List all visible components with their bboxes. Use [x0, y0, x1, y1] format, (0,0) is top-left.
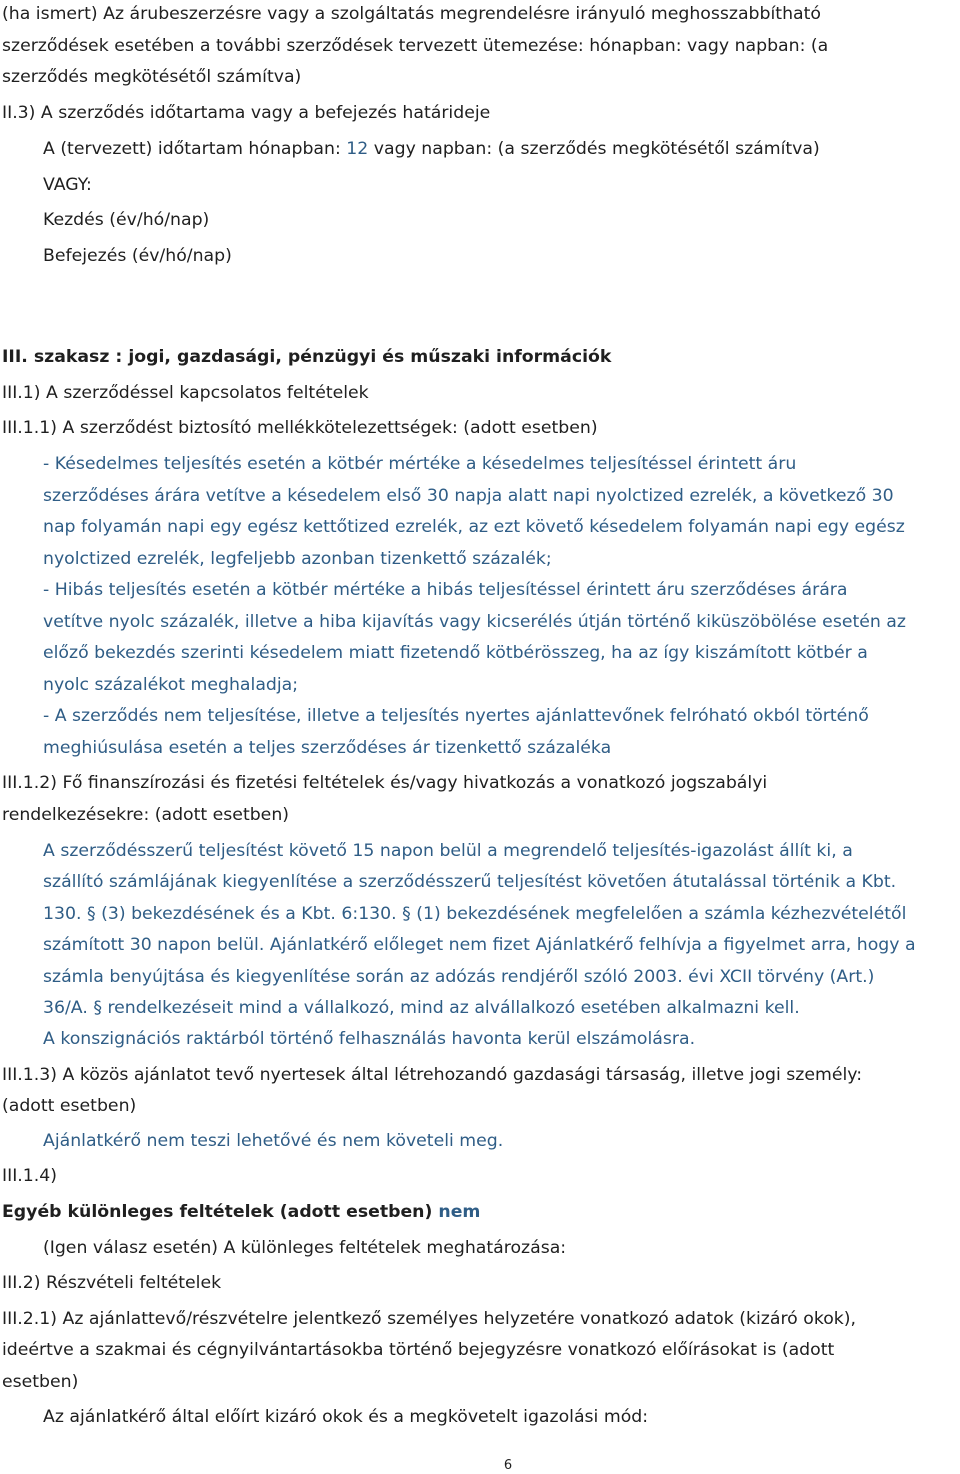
text-line: 36/A. § rendelkezéseit mind a vállalkozó, mind az alvállalkozó esetében alkalmazni kell.: [43, 998, 800, 1018]
text-line: szerződés megkötésétől számítva): [2, 67, 302, 87]
page-number: 6: [503, 1458, 513, 1473]
text-line: Ajánlatkérő nem teszi lehetővé és nem követeli meg.: [43, 1131, 504, 1151]
special-conditions-label: Egyéb különleges feltételek (adott esetben): [2, 1202, 433, 1222]
text-line: Kezdés (év/hó/nap): [43, 210, 210, 230]
section-heading: II.3) A szerződés időtartama vagy a befejezés határideje: [2, 103, 491, 123]
text-line: VAGY:: [43, 175, 92, 195]
text-line: ideértve a szakmai és cégnyilvántartásokba történő bejegyzésre vonatkozó előírásokat is (adott: [2, 1340, 835, 1360]
subsection-heading: III.1.1) A szerződést biztosító mellékkötelezettségek: (adott esetben): [2, 418, 598, 438]
text-line: meghiúsulása esetén a teljes szerződéses ár tizenkettő százaléka: [43, 738, 612, 758]
section-title: III. szakasz : jogi, gazdasági, pénzügyi és műszaki információk: [2, 347, 612, 367]
text-line: vetítve nyolc százalék, illetve a hiba kijavítás vagy kicserélés útján történő kiküszöbölése esetén az: [43, 612, 906, 632]
text-line: - Késedelmes teljesítés esetén a kötbér mértéke a késedelmes teljesítéssel érintett áru: [43, 454, 797, 474]
text-line: Az ajánlatkérő által előírt kizáró okok és a megkövetelt igazolási mód:: [43, 1407, 649, 1427]
text-line: A szerződésszerű teljesítést követő 15 napon belül a megrendelő teljesítés-igazolást állít ki, a: [43, 841, 853, 861]
text-line: rendelkezésekre: (adott esetben): [2, 805, 290, 825]
duration-months-value: 12: [346, 139, 369, 159]
text-line: szerződések esetében a további szerződések tervezett ütemezése: hónapban: vagy napban: (a: [2, 36, 829, 56]
subsection-heading: III.2.1) Az ajánlattevő/részvételre jelentkező személyes helyzetére vonatkozó adatok (kizáró okok),: [2, 1309, 857, 1329]
text-line: esetben): [2, 1372, 79, 1392]
text-line: számla benyújtása és kiegyenlítése során az adózás rendjéről szóló 2003. évi XCII törvény (Art.): [43, 967, 875, 987]
text-line: szerződéses árára vetítve a késedelem első 30 napja alatt napi nyolctized ezrelék, a következő 30: [43, 486, 894, 506]
text-line: nyolctized ezrelék, legfeljebb azonban tizenkettő százalék;: [43, 549, 552, 569]
text-line: (adott esetben): [2, 1096, 137, 1116]
text-line: A konszignációs raktárból történő felhasználás havonta kerül elszámolásra.: [43, 1029, 696, 1049]
subsection-heading: III.2) Részvételi feltételek: [2, 1273, 222, 1293]
text-line: - A szerződés nem teljesítése, illetve a teljesítés nyertes ajánlattevőnek felróható okból történő: [43, 706, 869, 726]
text-line: (Igen válasz esetén) A különleges feltételek meghatározása:: [43, 1238, 567, 1258]
text-line: - Hibás teljesítés esetén a kötbér mértéke a hibás teljesítéssel érintett áru szerződéses árára: [43, 580, 848, 600]
text-line: nap folyamán napi egy egész kettőtized ezrelék, az ezt követő késedelem folyamán napi egy egész: [43, 517, 905, 537]
text-line: nyolc százalékot meghaladja;: [43, 675, 299, 695]
subsection-heading: III.1) A szerződéssel kapcsolatos feltételek: [2, 383, 369, 403]
subsection-heading: III.1.2) Fő finanszírozási és fizetési feltételek és/vagy hivatkozás a vonatkozó jogszabályi: [2, 773, 768, 793]
special-conditions-value: nem: [432, 1202, 481, 1222]
text-line: számított 30 napon belül. Ajánlatkérő előleget nem fizet Ajánlatkérő felhívja a figyelmet arra, hogy a: [43, 935, 916, 955]
text-line: előző bekezdés szerinti késedelem miatt fizetendő kötbérösszeg, ha az így kiszámított kötbér a: [43, 643, 868, 663]
text-line: 130. § (3) bekezdésének és a Kbt. 6:130. § (1) bekezdésének megfelelően a számla kézhezvételétől: [43, 904, 907, 924]
text-line: (ha ismert) Az árubeszerzésre vagy a szolgáltatás megrendelésre irányuló meghosszabbítható: [2, 4, 821, 24]
duration-line: A (tervezett) időtartam hónapban: 12 vagy napban: (a szerződés megkötésétől számítva): [43, 139, 820, 159]
text-line: Befejezés (év/hó/nap): [43, 246, 232, 266]
text-line: szállító számlájának kiegyenlítése a szerződésszerű teljesítést követően átutalással történik a Kbt.: [43, 872, 897, 892]
subsection-heading: III.1.3) A közös ajánlatot tevő nyertesek által létrehozandó gazdasági társaság, illetve jogi személy:: [2, 1065, 863, 1085]
subsection-heading: III.1.4): [2, 1166, 58, 1186]
special-conditions-line: [2, 1200, 480, 1224]
